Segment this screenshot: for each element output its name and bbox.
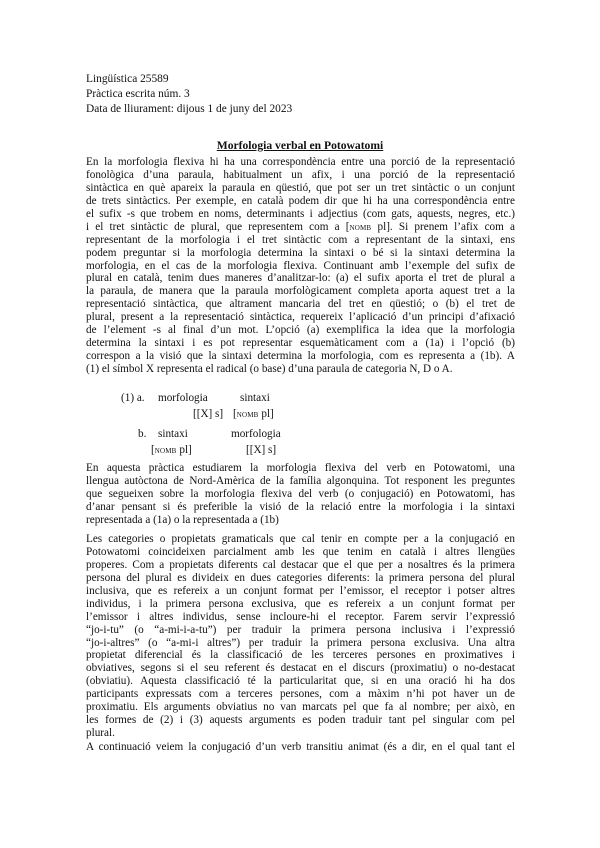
paragraph-task bbox=[86, 462, 515, 527]
text-line: d’anar pensant si és preferible la visió de la relació entre la morfologia i la sintaxi bbox=[86, 500, 515, 513]
text-line: Les categories o propietats gramaticals que cal tenir en compte per a la conjugació en bbox=[86, 533, 515, 545]
text-line: En la morfologia flexiva hi ha una correspondència entre una porció de la representació bbox=[86, 156, 515, 168]
text-line: correspon a la visió que la sintaxi determina la morfologia, com es representa a (1b). A bbox=[86, 350, 515, 363]
text-line: individus, i la primera persona exclusiva, que es refereix a un conjunt format per bbox=[86, 597, 515, 610]
text-line: (obviatiu). Aquesta classificació té la particularitat que, si en una oració hi ha dos bbox=[86, 675, 515, 688]
assignment-number: Pràctica escrita núm. 3 bbox=[86, 87, 190, 100]
paragraph-intro bbox=[86, 156, 515, 376]
text-line: de l’element -s al final d’un mot. L’opció (a) exemplifica la idea que la morfologia bbox=[86, 324, 515, 337]
text-line: propietat diferencial és la classificació de les terceres persones en proximatives i bbox=[86, 649, 515, 662]
paragraph-categories bbox=[86, 533, 515, 740]
text-line: plural en català, tenim dues maneres d’analitzar-lo: (a) el sufix aporta el tret de plural a bbox=[86, 272, 515, 285]
text-line: “jo-i-tu” (o “a-mi-i-a-tu”) per traduir la primera persona inclusiva i l’expressió bbox=[86, 623, 515, 636]
text-line: sintàctica en què apareix la paraula en qüestió, que pot ser un tret sintàctic o un conjunt bbox=[86, 181, 515, 194]
text-line: A continuació veiem la conjugació d’un verb transitiu animat (és a dir, en el qual tant el bbox=[86, 741, 515, 753]
text-line: l’emissor i altres individus, sense incloure-hi el receptor. Farem servir l’expressió bbox=[86, 610, 515, 623]
example-a-right-label: sintaxi bbox=[240, 392, 270, 404]
paragraph-conjugation bbox=[86, 741, 515, 754]
example-b-left-label: sintaxi bbox=[158, 428, 188, 440]
text-line: “jo-i-altres” (o “a-mi-i altres”) per traduir la primera persona exclusiva. Una altra bbox=[86, 636, 515, 649]
text-line: inclusiva, que es refereix a un conjunt format per l’emissor, el receptor i potser altres bbox=[86, 584, 515, 597]
text-line: representació sintàctica, que altrament mancaria del tret en qüestió; o (b) el tret de bbox=[86, 298, 515, 311]
text-line: de trets sintàctics. Per exemple, en català podem dir que hi ha una correspondència entre bbox=[86, 194, 515, 207]
text-line: En aquesta pràctica estudiarem la morfologia flexiva del verb en Potowatomi, una bbox=[86, 462, 515, 474]
text-line: fonològica d’una paraula, habitualment un afix, i una porció de la representació bbox=[86, 168, 515, 181]
text-line: el sufix -s que trobem en noms, determinants i adjectius (com gats, aquests, negres, etc.) bbox=[86, 207, 515, 220]
text-line: morfologia, en el cas de la morfologia flexiva. Continuant amb l’exemple del sufix de bbox=[86, 259, 515, 272]
document-header bbox=[86, 72, 292, 116]
text-line: representant de la morfologia i el tret sintàctic com a representant de la sintaxi, ens bbox=[86, 233, 515, 246]
text-line: participants expressats com a terceres persones, com a màxim n’hi pot haver un de bbox=[86, 688, 515, 701]
example-a-left-label: morfologia bbox=[158, 392, 208, 404]
text-line: plural. bbox=[86, 727, 115, 740]
text-line: proximatiu. Els arguments obviatius no van marcats pel que fa al nombre; per això, en bbox=[86, 701, 515, 714]
course-name: Lingüística 25589 bbox=[86, 73, 169, 85]
text-line: podem preguntar si la morfologia determina la sintaxi o bé si la sintaxi determina la bbox=[86, 246, 515, 259]
text-line: plural, present a la representació sintàctica, requereix l’aplicació d’un principi d’afixació bbox=[86, 311, 515, 324]
example-a-left-representation: [[X] s] bbox=[193, 408, 224, 420]
text-line: la paraula, de manera que la paraula morfològicament completa aporta aquest tret a la bbox=[86, 285, 515, 298]
delivery-date: Data de lliurament: dijous 1 de juny del 2023 bbox=[86, 102, 293, 115]
text-line: les formes de (2) i (3) aquests arguments es poden traduir tant pel singular com pel bbox=[86, 714, 515, 727]
document-title: Morfologia verbal en Potowatomi bbox=[216, 139, 384, 152]
text-line: (1) el símbol X representa el radical (o base) d’una paraula de categoria N, D o A. bbox=[86, 363, 453, 375]
text-line: que segueixen sobre la morfologia flexiva del verb (o conjugació) en Potowatomi, has bbox=[86, 487, 515, 500]
text-line: obviatives, segons si el seu referent és destacat en el discurs (proximatiu) o no-destacat bbox=[86, 662, 515, 675]
text-line: representada a (1a) o la representada a (1b) bbox=[86, 513, 279, 526]
text-line: determina la sintaxi i es pot representar esquemàticament com a (1a) i l’opció (b) bbox=[86, 337, 515, 350]
example-b-right-representation: [[X] s] bbox=[246, 444, 277, 456]
example-b-right-label: morfologia bbox=[231, 428, 281, 440]
text-line: Potowatomi coincideixen parcialment amb les que tenim en català i altres llengües bbox=[86, 545, 515, 558]
text-line: properes. Com a propietats diferents cal destacar que el que per a nosaltres és la primera bbox=[86, 558, 515, 571]
example-b-left-representation: [nomb pl] bbox=[151, 444, 192, 456]
example-number: (1) a. bbox=[121, 392, 145, 404]
example-a-right-representation: [nomb pl] bbox=[233, 408, 274, 420]
text-line: i el tret sintàctic de plural, que representem com a [nomb pl]. Si prenem l’afix com a bbox=[86, 220, 515, 233]
example-b-label: b. bbox=[138, 428, 147, 440]
text-line: llengua autòctona de Nord-Amèrica de la família algonquina. Tot responent les preguntes bbox=[86, 474, 515, 487]
text-line: persona del plural es divideix en dues categories diferents: la primera persona del plural bbox=[86, 571, 515, 584]
